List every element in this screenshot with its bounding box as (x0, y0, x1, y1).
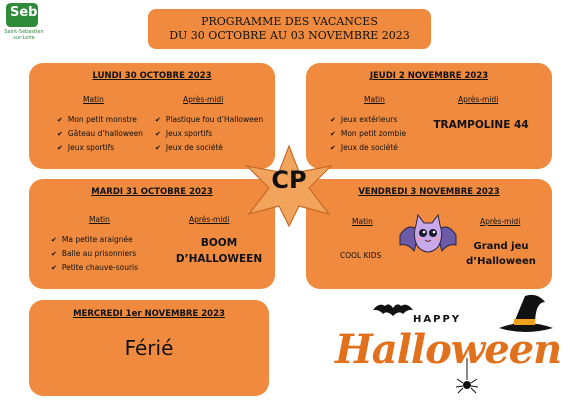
logo-line1: Saint-Sébastien (4, 29, 44, 35)
wednesday-card (29, 300, 269, 396)
monday-afternoon-label: Après-midi (183, 95, 224, 104)
title-line1: PROGRAMME DES VACANCES (201, 15, 378, 28)
tuesday-morning-label: Matin (89, 215, 110, 224)
thursday-card (306, 63, 552, 169)
bat-silhouette-icon (371, 300, 415, 320)
list-item: ✔ Jeux sportifs (155, 127, 263, 141)
logo-text: Seb (10, 5, 38, 20)
spider-icon (455, 358, 479, 398)
thursday-afternoon-label: Après-midi (458, 95, 499, 104)
list-item: ✔ Jeux de société (330, 141, 406, 155)
logo-line2: sur-Loire (13, 35, 35, 41)
tuesday-afternoon-label: Après-midi (189, 215, 230, 224)
tuesday-afternoon-activity (169, 235, 269, 267)
town-logo (2, 2, 42, 40)
thursday-title: JEUDI 2 NOVEMBRE 2023 (369, 71, 489, 81)
wednesday-title: MERCREDI 1er NOVEMBRE 2023 (73, 309, 225, 319)
monday-card (29, 63, 275, 169)
friday-morning-activity: COOL KIDS (340, 251, 382, 260)
bat-illustration (398, 211, 458, 263)
page-title (148, 9, 431, 49)
wednesday-note: Férié (124, 336, 174, 360)
tuesday-title: MARDI 31 OCTOBRE 2023 (91, 187, 213, 197)
list-item: ✔ Balle au prisonniers (51, 247, 138, 261)
thursday-morning-list (330, 113, 406, 155)
list-item: ✔ Jeux extérieurs (330, 113, 406, 127)
tuesday-afternoon-line1: BOOM (200, 237, 238, 249)
halloween-decoration (305, 296, 562, 402)
title-line2: DU 30 OCTOBRE AU 03 NOVEMBRE 2023 (169, 29, 410, 42)
monday-morning-list (57, 113, 143, 155)
halloween-text: Halloween (335, 326, 562, 373)
list-item: ✔ Jeux sportifs (57, 141, 143, 155)
friday-afternoon-activity (456, 239, 546, 269)
monday-title: LUNDI 30 OCTOBRE 2023 (92, 71, 212, 81)
thursday-afternoon-activity: TRAMPOLINE 44 (433, 119, 529, 131)
friday-afternoon-line2: d’Halloween (466, 256, 536, 267)
happy-text: HAPPY (413, 314, 462, 325)
list-item: ✔ Gâteau d’halloween (57, 127, 143, 141)
thursday-morning-label: Matin (364, 95, 385, 104)
list-item: ✔ Ma petite araignée (51, 233, 138, 247)
center-label: CP (271, 166, 307, 194)
friday-title: VENDREDI 3 NOVEMBRE 2023 (358, 187, 500, 197)
list-item: ✔ Mon petit zombie (330, 127, 406, 141)
list-item: ✔ Jeux de société (155, 141, 263, 155)
friday-afternoon-label: Après-midi (480, 217, 521, 226)
tuesday-morning-list (51, 233, 138, 275)
friday-card (306, 179, 552, 289)
list-item: ✔ Plastique fou d’Halloween (155, 113, 263, 127)
list-item: ✔ Petite chauve-souris (51, 261, 138, 275)
list-item: ✔ Mon petit monstre (57, 113, 143, 127)
friday-morning-label: Matin (352, 217, 373, 226)
monday-morning-label: Matin (83, 95, 104, 104)
tuesday-afternoon-line2: D’HALLOWEEN (175, 253, 263, 265)
tuesday-card (29, 179, 275, 289)
friday-afternoon-line1: Grand jeu (473, 241, 529, 252)
